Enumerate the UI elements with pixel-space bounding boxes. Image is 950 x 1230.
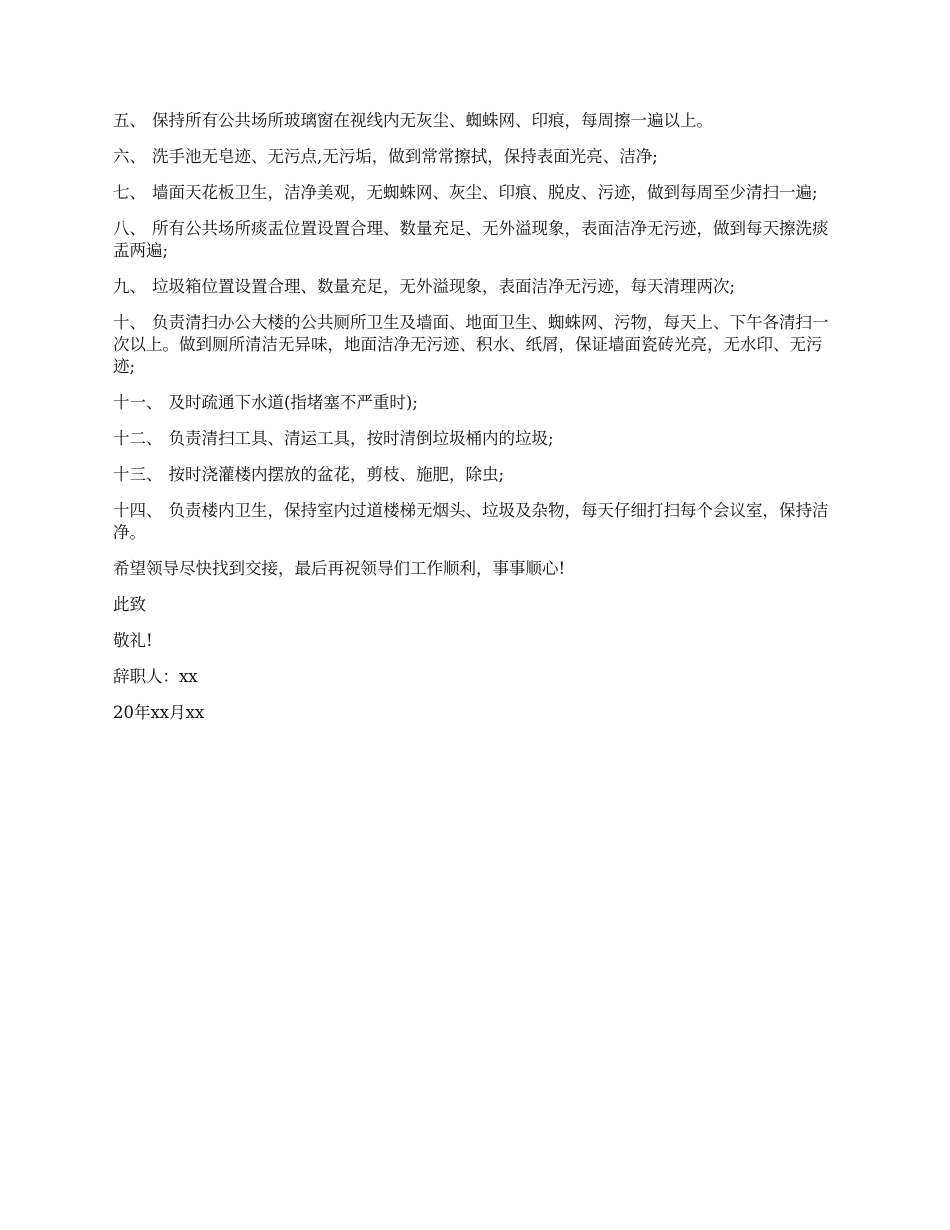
item-text: 负责楼内卫生，保持室内过道楼梯无烟头、垃圾及杂物，每天仔细打扫每个会议室，保持洁净。 <box>113 501 829 542</box>
list-item <box>113 312 843 378</box>
item-number: 十三、 <box>113 465 163 484</box>
item-text: 按时浇灌楼内摆放的盆花，剪枝、施肥，除虫; <box>168 465 505 484</box>
item-text: 及时疏通下水道(指堵塞不严重时); <box>168 393 418 412</box>
item-number: 十、 <box>113 313 146 332</box>
item-number: 五、 <box>113 111 146 130</box>
item-text: 负责清扫办公大楼的公共厕所卫生及墙面、地面卫生、蜘蛛网、污物，每天上、下午各清扫一次以上。做到厕所清洁无异味，地面洁净无污迹、积水、纸屑，保证墙面瓷砖光亮，无水印、无污迹; <box>113 313 829 376</box>
list-item <box>113 110 843 132</box>
item-text: 负责清扫工具、清运工具，按时清倒垃圾桶内的垃圾; <box>168 429 554 448</box>
date-line: 20年xx月xx <box>113 703 205 722</box>
item-text: 保持所有公共场所玻璃窗在视线内无灰尘、蜘蛛网、印痕，每周擦一遍以上。 <box>152 111 713 130</box>
item-text: 墙面天花板卫生，洁净美观，无蜘蛛网、灰尘、印痕、脱皮、污迹，做到每周至少清扫一遍; <box>152 183 818 202</box>
item-text: 所有公共场所痰盂位置设置合理、数量充足、无外溢现象，表面洁净无污迹，做到每天擦洗痰盂两遍; <box>113 219 829 260</box>
item-text: 垃圾箱位置设置合理、数量充足，无外溢现象，表面洁净无污迹，每天清理两次; <box>152 277 736 296</box>
closing-respect: 敬礼! <box>113 631 153 650</box>
list-item <box>113 428 843 450</box>
item-number: 八、 <box>113 219 146 238</box>
list-item <box>113 464 843 486</box>
item-text: 洗手池无皂迹、无污点,无污垢，做到常常擦拭，保持表面光亮、洁净; <box>152 147 658 166</box>
document-page <box>113 110 843 738</box>
closing-salutation: 此致 <box>113 595 146 614</box>
item-number: 九、 <box>113 277 146 296</box>
list-item <box>113 182 843 204</box>
item-number: 六、 <box>113 147 146 166</box>
closing-wish: 希望领导尽快找到交接，最后再祝领导们工作顺利，事事顺心! <box>113 559 566 578</box>
list-item <box>113 500 843 544</box>
item-number: 十二、 <box>113 429 163 448</box>
item-number: 七、 <box>113 183 146 202</box>
list-item <box>113 276 843 298</box>
item-number: 十一、 <box>113 393 163 412</box>
item-number: 十四、 <box>113 501 163 520</box>
signer-line: 辞职人：xx <box>113 667 198 686</box>
list-item <box>113 218 843 262</box>
list-item <box>113 146 843 168</box>
list-item <box>113 392 843 414</box>
